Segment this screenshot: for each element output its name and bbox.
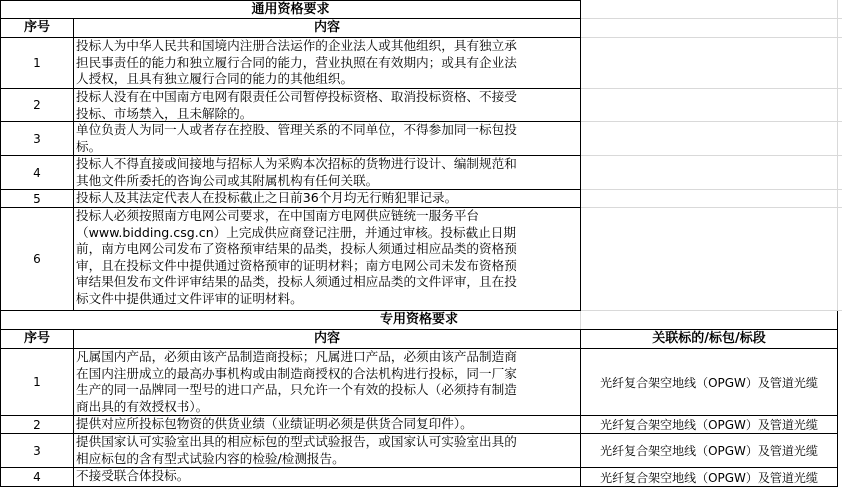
- special-row-content[interactable]: 提供对应所投标包物资的供货业绩（业绩证明必须是供货合同复印件）。: [74, 416, 581, 434]
- special-col-tag[interactable]: 关联标的/标包/标段: [581, 330, 838, 349]
- special-row-tag[interactable]: 光纤复合架空地线（OPGW）及管道光缆: [581, 416, 838, 434]
- special-row-tag[interactable]: 光纤复合架空地线（OPGW）及管道光缆: [581, 468, 838, 487]
- special-row-tag[interactable]: 光纤复合架空地线（OPGW）及管道光缆: [581, 434, 838, 468]
- general-row-content[interactable]: 投标人为中华人民共和国境内注册合法运作的企业法人或其他组织，具有独立承 担民事责任的能力和独立履行合同的能力，营业执照在有效期内；或具有企业法 人授权，且具有独立履行合同的能力的其他组织。: [74, 38, 581, 89]
- general-row-content[interactable]: 单位负责人为同一人或者存在控股、管理关系的不同单位，不得参加同一标包投 标。: [74, 122, 581, 156]
- general-row-content[interactable]: 投标人没有在中国南方电网有限责任公司暂停投标资格、取消投标资格、不接受 投标、市场禁入，且未解除的。: [74, 89, 581, 122]
- special-row-no[interactable]: 1: [0, 349, 74, 416]
- general-row-content[interactable]: 投标人及其法定代表人在投标截止之日前36个月均无行贿犯罪记录。: [74, 190, 581, 208]
- general-row-content[interactable]: 投标人不得直接或间接地与招标人为采购本次招标的货物进行设计、编制规范和 其他文件所委托的咨询公司或其附属机构有任何关联。: [74, 156, 581, 190]
- special-row-tag[interactable]: 光纤复合架空地线（OPGW）及管道光缆: [581, 349, 838, 416]
- gridline: [580, 189, 842, 190]
- special-row-no[interactable]: 3: [0, 434, 74, 468]
- gridline: [580, 88, 842, 89]
- special-title[interactable]: 专用资格要求: [0, 311, 838, 330]
- general-col-content[interactable]: 内容: [74, 19, 581, 38]
- general-row-content[interactable]: 投标人必须按照南方电网公司要求，在中国南方电网供应链统一服务平台 （www.bidding.csg.cn）上完成供应商登记注册，并通过审核。投标截止日期 前，南方电网公司发布了资格预审结果的品类，投标人须通过相应品类的资格预 审，且在投标文件中提供通过资格预审的证明材料；南方电网公司未发布资格预 审结果但发布文件评审结果的品类，投标人须通过相应品类的文件评审，且在投 标文件中提供通过文件评审的证明材料。: [74, 208, 581, 311]
- general-row-no[interactable]: 5: [0, 190, 74, 208]
- gridline: [580, 207, 842, 208]
- general-title[interactable]: 通用资格要求: [0, 0, 581, 19]
- general-row-no[interactable]: 6: [0, 208, 74, 311]
- special-col-no[interactable]: 序号: [0, 330, 74, 349]
- special-col-content[interactable]: 内容: [74, 330, 581, 349]
- special-row-content[interactable]: 凡属国内产品，必须由该产品制造商投标；凡属进口产品，必须由该产品制造商 在国内注册成立的最高办事机构或由制造商授权的合法机构进行投标，同一厂家 生产的同一品牌同一型号的进口产品，只允许一个有效的投标人（必须持有制造 商出具的有效授权书）。: [74, 349, 581, 416]
- special-row-no[interactable]: 4: [0, 468, 74, 487]
- general-row-no[interactable]: 1: [0, 38, 74, 89]
- general-col-no[interactable]: 序号: [0, 19, 74, 38]
- general-row-no[interactable]: 3: [0, 122, 74, 156]
- general-row-no[interactable]: 4: [0, 156, 74, 190]
- gridline: [580, 37, 842, 38]
- special-row-no[interactable]: 2: [0, 416, 74, 434]
- gridline: [580, 155, 842, 156]
- special-row-content[interactable]: 不接受联合体投标。: [74, 468, 581, 487]
- special-row-content[interactable]: 提供国家认可实验室出具的相应标包的型式试验报告，或国家认可实验室出具的 相应标包的含有型式试验内容的检验/检测报告。: [74, 434, 581, 468]
- gridline: [580, 18, 842, 19]
- gridline: [580, 121, 842, 122]
- general-row-no[interactable]: 2: [0, 89, 74, 122]
